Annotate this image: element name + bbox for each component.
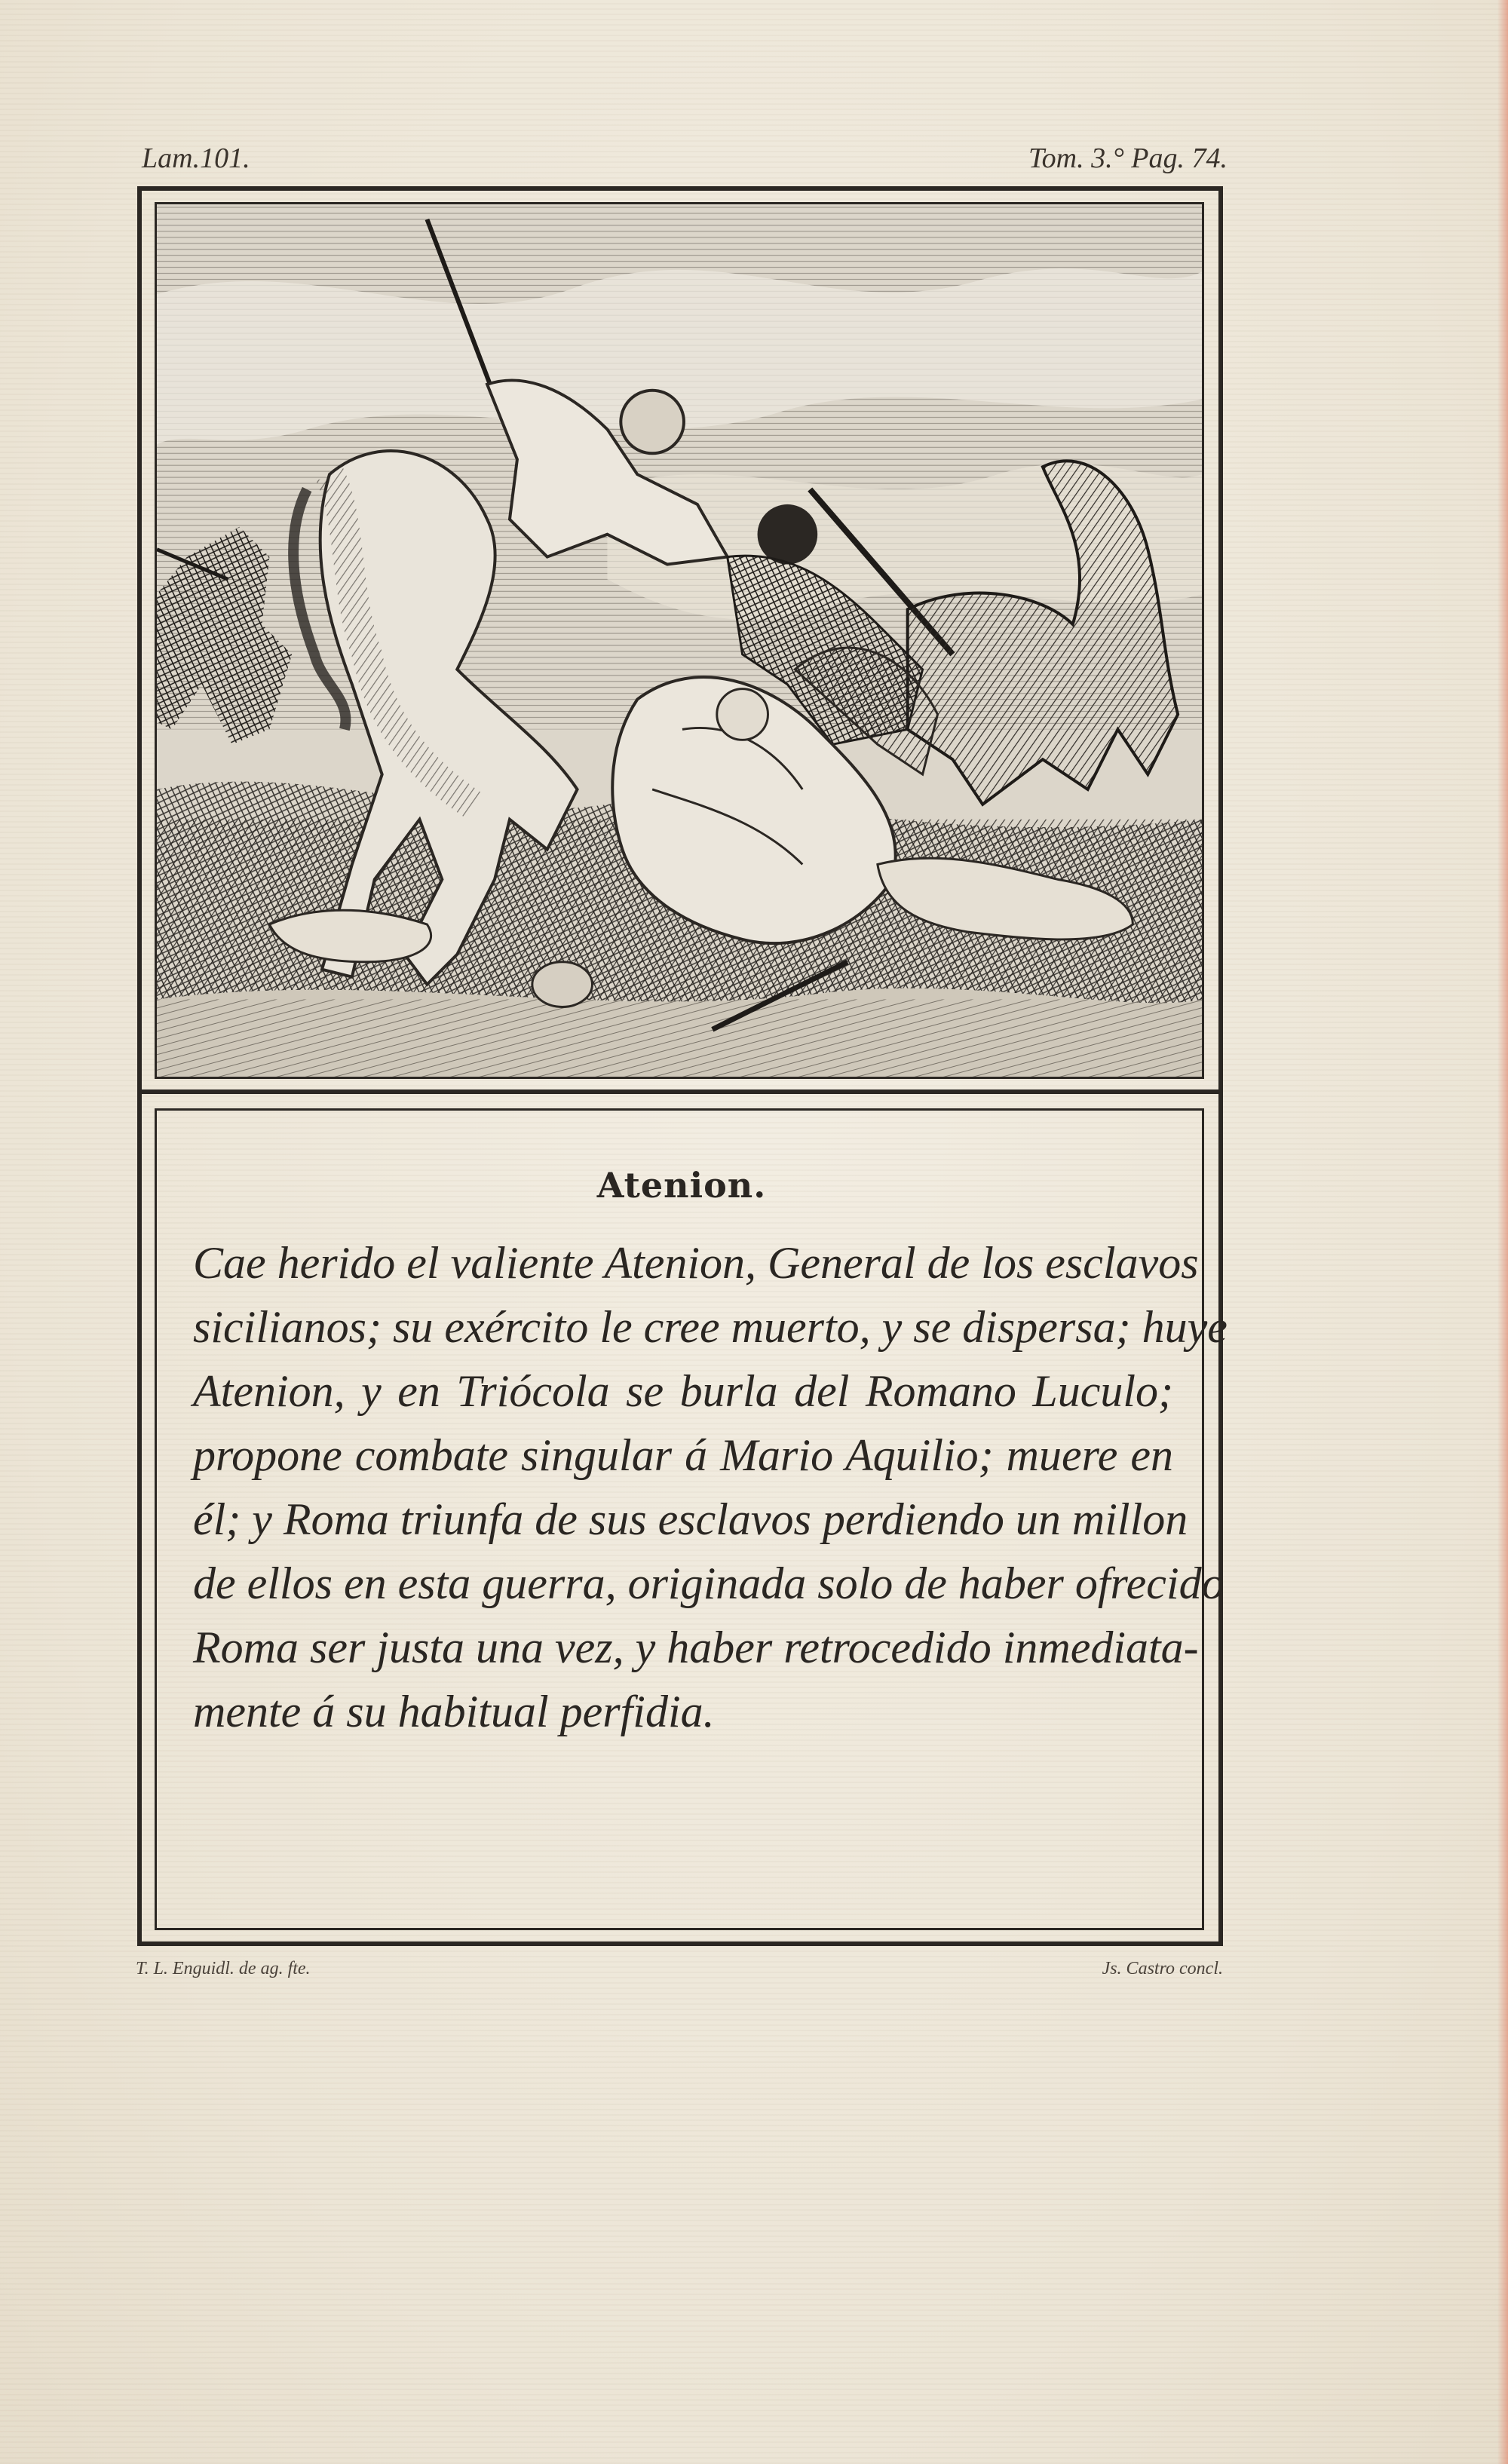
engraver-credit: Js. Castro concl. — [1102, 1959, 1223, 1978]
volume-page: Tom. 3.° Pag. 74. — [1028, 143, 1228, 174]
caption-line: Roma ser justa una vez, y haber retrocedido inmediata- — [193, 1623, 1199, 1672]
plate-number: Lam.101. — [142, 143, 250, 174]
caption-line: sicilianos; su exército le cree muerto, y se dispersa; huye — [193, 1302, 1228, 1352]
caption-line: Atenion, y en Triócola se burla del Romano Luculo; — [193, 1366, 1173, 1416]
caption-line: él; y Roma triunfa de sus esclavos perdiendo un millon — [193, 1494, 1188, 1544]
caption-line: mente á su habitual perfidia. — [193, 1687, 715, 1736]
caption-box — [155, 1108, 1228, 1930]
caption-line: propone combate singular á Mario Aquilio; muere en — [193, 1430, 1173, 1480]
caption-line: Cae herido el valiente Atenion, General de los esclavos — [193, 1238, 1199, 1288]
caption-title: Atenion. — [596, 1165, 767, 1206]
artist-credit: T. L. Enguidl. de ag. fte. — [136, 1959, 311, 1978]
caption-text — [193, 1231, 1228, 1744]
engraving-illustration — [155, 202, 1204, 1079]
frame-divider — [137, 1089, 1223, 1094]
caption-line: de ellos en esta guerra, originada solo de haber ofrecido — [193, 1558, 1224, 1608]
paper-edge — [1497, 0, 1508, 2464]
